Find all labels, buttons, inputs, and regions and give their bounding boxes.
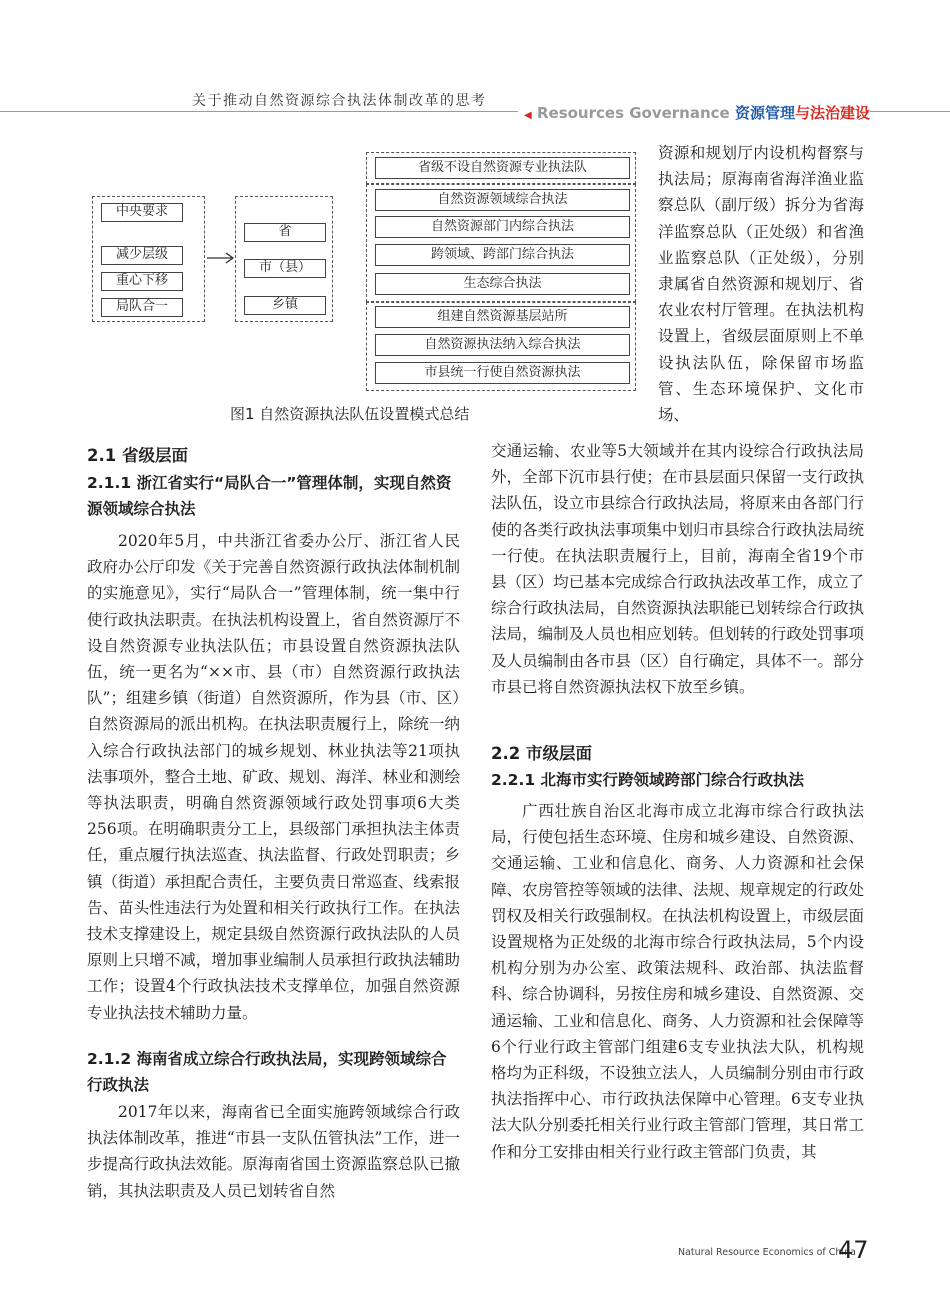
figure-right-box: 自然资源执法纳入综合执法	[375, 334, 630, 356]
section-heading-2-2: 2.2 市级层面	[491, 744, 592, 763]
section-heading-2-1: 2.1 省级层面	[87, 446, 188, 465]
brand-english: Resources Governance	[536, 104, 730, 122]
figure-right-box: 生态综合执法	[375, 273, 630, 295]
figure-left-box: 减少层级	[101, 246, 183, 265]
running-header: 关于推动自然资源综合执法体制改革的思考	[192, 93, 487, 109]
subsection-heading-2-1-1: 2.1.1 浙江省实行“局队合一”管理体制，实现自然资源领域综合执法	[87, 474, 452, 519]
figure-left-box: 重心下移	[101, 272, 183, 291]
figure-right-box: 跨领域、跨部门综合执法	[375, 244, 630, 266]
subsection-heading-2-1-2: 2.1.2 海南省成立综合行政执法局，实现跨领域综合行政执法	[87, 1050, 447, 1095]
paragraph-right-top: 资源和规划厅内设机构督察与执法局；原海南省海洋渔业监察总队（副厅级）拆分为省海洋监察总队（正处级）和省渔业监察总队（正处级），分别隶属省自然资源和规划厅、省农业农村厅管理。在执法机构设置上，省级层面原则上不单设执法队伍，除保留市场监管、生态环境保护、文化市场、	[658, 144, 864, 425]
figure-right-box: 组建自然资源基层站所	[375, 306, 630, 328]
paragraph-hainan-cont: 交通运输、农业等5大领域并在其内设综合行政执法局外，全部下沉市县行使；在市县层面只保留一支行政执法队伍，设立市县综合行政执法局，将原来由各部门行使的各类行政执法事项集中划归市县综合行政执法局统一行使。在执法职责履行上，目前，海南全省19个市县（区）均已基本完成综合行政执法改革工作，成立了综合行政执法局，自然资源执法职能已划转综合行政执法局，编制及人员也相应划转。但划转的行政处罚事项及人员编制由各市县（区）自行确定，具体不一。部分市县已将自然资源执法权下放至乡镇。	[491, 442, 864, 696]
brand-chinese-1: 资源管理	[734, 104, 795, 122]
figure-left-box: 中央要求	[101, 203, 183, 222]
figure-right-box: 市县统一行使自然资源执法	[375, 362, 630, 384]
figure-left-box: 局队合一	[101, 298, 183, 317]
figure-middle-box: 市（县）	[244, 259, 326, 278]
page-number: 47	[838, 1236, 869, 1264]
figure-caption: 图1 自然资源执法队伍设置模式总结	[230, 405, 470, 423]
brand-chinese-2: 与法治建设	[794, 104, 870, 122]
triangle-icon: ◀	[524, 110, 532, 121]
subsection-heading-2-2-1: 2.2.1 北海市实行跨领域跨部门综合行政执法	[491, 771, 805, 789]
figure-right-box: 省级不设自然资源专业执法队	[375, 157, 630, 179]
column-brand	[518, 102, 870, 123]
figure-right-box: 自然资源部门内综合执法	[375, 216, 630, 238]
arrow-right-icon	[205, 250, 237, 266]
paragraph-zhejiang: 2020年5月，中共浙江省委办公厅、浙江省人民政府办公厅印发《关于完善自然资源行政执法体制机制的实施意见》，实行“局队合一”管理体制，统一集中行使行政执法职责。在执法机构设置上，省自然资源厅不设自然资源专业执法队伍；市县设置自然资源执法队伍，统一更名为“××市、县（市）自然资源行政执法队”；组建乡镇（街道）自然资源所，作为县（市、区）自然资源局的派出机构。在执法职责履行上，除统一纳入综合行政执法部门的城乡规划、林业执法等21项执法事项外，整合土地、矿政、规划、海洋、林业和测绘等执法职责，明确自然资源领域行政处罚事项6大类256项。在明确职责分工上，县级部门承担执法主体责任，重点履行执法巡查、执法监督、行政处罚职责；乡镇（街道）承担配合责任，主要负责日常巡查、线索报告、苗头性违法行为处置和相关行政执行工作。在执法技术支撑建设上，规定县级自然资源行政执法队的人员原则上只增不减，增加事业编制人员承担行政执法辅助工作；设置4个行政执法技术支撑单位，加强自然资源专业执法技术辅助力量。	[87, 532, 460, 1022]
paragraph-beihai: 广西壮族自治区北海市成立北海市综合行政执法局，行使包括生态环境、住房和城乡建设、自然资源、交通运输、工业和信息化、商务、人力资源和社会保障、农房管控等领域的法律、法规、规章规定的行政处罚权及相关行政强制权。在执法机构设置上，市级层面设置规格为正处级的北海市综合行政执法局，5个内设机构分别为办公室、政策法规科、政治部、执法监督科、综合协调科，另按住房和城乡建设、自然资源、交通运输、工业和信息化、商务、人力资源和社会保障等6个行业行政主管部门组建6支专业执法大队，机构规格均为正科级，不设独立法人，人员编制分别由市行政执法指挥中心、市行政执法保障中心管理。6支专业执法大队分别委托相关行业行政主管部门管理，其日常工作和分工安排由相关行业行政主管部门负责，其	[491, 802, 864, 1161]
footer-journal-name: Natural Resource Economics of China	[678, 1247, 856, 1258]
figure-middle-box: 乡镇	[244, 296, 326, 315]
paragraph-hainan-start: 2017年以来，海南省已全面实施跨领域综合行政执法体制改革，推进“市县一支队伍管执法”工作，进一步提高行政执法效能。原海南省国土资源监察总队已撤销，其执法职责及人员已划转省自然	[87, 1103, 460, 1200]
figure-middle-box: 省	[244, 223, 326, 242]
figure-right-box: 自然资源领域综合执法	[375, 189, 630, 211]
